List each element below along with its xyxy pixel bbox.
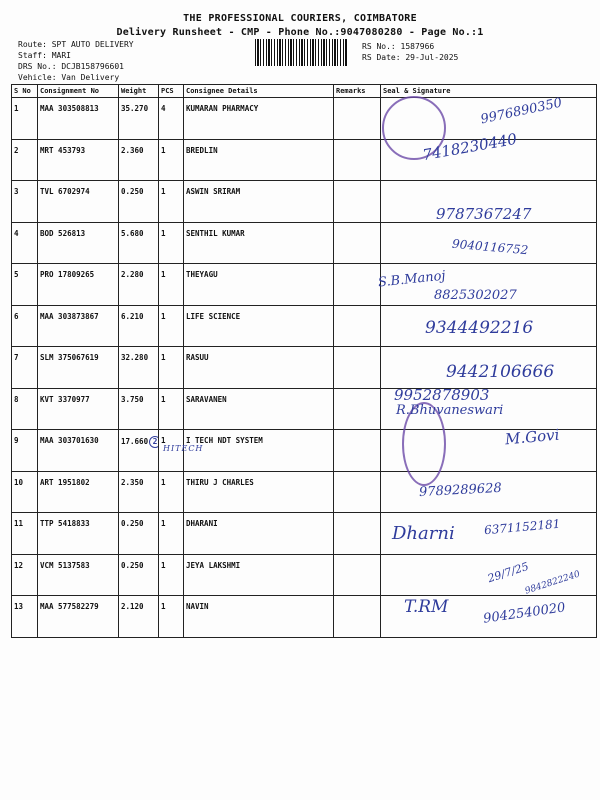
rs-number-text: RS No.: 1587966 bbox=[362, 42, 435, 51]
cell-consignee: ASWIN SRIRAM bbox=[184, 181, 334, 223]
cell-remarks bbox=[334, 388, 381, 430]
cell-sno: 3 bbox=[12, 181, 38, 223]
cell-consignee: LIFE SCIENCE bbox=[184, 305, 334, 347]
cell-sno: 2 bbox=[12, 139, 38, 181]
staff-text: Staff: MARI bbox=[18, 51, 71, 60]
cell-consignment: SLM 375067619 bbox=[38, 347, 119, 389]
cell-sno: 4 bbox=[12, 222, 38, 264]
cell-pcs: 4 bbox=[159, 98, 184, 140]
row13-phone: 9042540020 bbox=[482, 600, 567, 627]
cell-weight: 5.680 bbox=[119, 222, 159, 264]
cell-sno: 7 bbox=[12, 347, 38, 389]
row9-hitech-note: HITECH bbox=[163, 444, 204, 453]
cell-consignee: KUMARAN PHARMACY bbox=[184, 98, 334, 140]
cell-pcs: 1 bbox=[159, 430, 184, 472]
row5-phone: 8825302027 bbox=[434, 288, 517, 303]
cell-consignment: TVL 6702974 bbox=[38, 181, 119, 223]
cell-consignment: MAA 577582279 bbox=[38, 596, 119, 638]
cell-pcs: 1 bbox=[159, 305, 184, 347]
row4-phone: 9040116752 bbox=[451, 236, 529, 258]
col-header-consignment: Consignment No bbox=[38, 85, 119, 98]
cell-remarks bbox=[334, 98, 381, 140]
runsheet-title: Delivery Runsheet - CMP - Phone No.:9047080280 - Page No.:1 bbox=[116, 27, 484, 38]
cell-remarks bbox=[334, 181, 381, 223]
cell-consignment: ART 1951802 bbox=[38, 471, 119, 513]
cell-remarks bbox=[334, 347, 381, 389]
cell-remarks bbox=[334, 471, 381, 513]
cell-consignment: MRT 453793 bbox=[38, 139, 119, 181]
cell-consignee: NAVIN bbox=[184, 596, 334, 638]
table-header-row bbox=[12, 85, 597, 98]
runsheet-barcode bbox=[255, 39, 348, 66]
cell-pcs: 1 bbox=[159, 554, 184, 596]
col-header-pcs: PCS bbox=[159, 85, 184, 98]
cell-sno: 8 bbox=[12, 388, 38, 430]
cell-sno: 6 bbox=[12, 305, 38, 347]
col-header-seal-signature: Seal & Signature bbox=[381, 85, 597, 98]
row2-phone: 7418230440 bbox=[421, 129, 519, 165]
cell-consignee: THIRU J CHARLES bbox=[184, 471, 334, 513]
cell-remarks bbox=[334, 430, 381, 472]
cell-consignee: RASUU bbox=[184, 347, 334, 389]
cell-consignee: DHARANI bbox=[184, 513, 334, 555]
cell-weight: 17.660 2 bbox=[119, 430, 159, 472]
cell-consignment: KVT 3370977 bbox=[38, 388, 119, 430]
cell-remarks bbox=[334, 513, 381, 555]
row12-phone: 9842822240 bbox=[523, 569, 582, 597]
row8-name: R.Bhuvaneswari bbox=[396, 403, 504, 418]
col-header-consignee: Consignee Details bbox=[184, 85, 334, 98]
cell-weight: 2.360 bbox=[119, 139, 159, 181]
route-text: Route: SPT AUTO DELIVERY bbox=[18, 40, 134, 49]
col-header-sno: S No bbox=[12, 85, 38, 98]
cell-consignee: SARAVANEN bbox=[184, 388, 334, 430]
row8-phone: 9952878903 bbox=[394, 386, 490, 404]
cell-pcs: 1 bbox=[159, 347, 184, 389]
cell-pcs: 1 bbox=[159, 388, 184, 430]
cell-consignment: PRO 17809265 bbox=[38, 264, 119, 306]
cell-pcs: 1 bbox=[159, 264, 184, 306]
cell-weight: 0.250 bbox=[119, 554, 159, 596]
cell-pcs: 1 bbox=[159, 471, 184, 513]
row9-name: M.Govi bbox=[504, 425, 561, 449]
cell-sno: 11 bbox=[12, 513, 38, 555]
cell-weight: 32.280 bbox=[119, 347, 159, 389]
cell-consignee: JEYA LAKSHMI bbox=[184, 554, 334, 596]
cell-pcs: 1 bbox=[159, 513, 184, 555]
table-row bbox=[12, 388, 597, 430]
vehicle-text: Vehicle: Van Delivery bbox=[18, 73, 120, 82]
cell-sno: 1 bbox=[12, 98, 38, 140]
cell-sno: 9 bbox=[12, 430, 38, 472]
cell-remarks bbox=[334, 139, 381, 181]
row10-phone: 9789289628 bbox=[418, 480, 503, 501]
cell-remarks bbox=[334, 305, 381, 347]
cell-weight: 0.250 bbox=[119, 513, 159, 555]
col-header-weight: Weight bbox=[119, 85, 159, 98]
cell-consignee: SENTHIL KUMAR bbox=[184, 222, 334, 264]
cell-consignment: MAA 303873867 bbox=[38, 305, 119, 347]
cell-sno: 13 bbox=[12, 596, 38, 638]
rs-date-text: RS Date: 29-Jul-2025 bbox=[362, 53, 459, 62]
cell-consignment: BOD 526813 bbox=[38, 222, 119, 264]
runsheet-meta-left bbox=[18, 39, 134, 83]
cell-remarks bbox=[334, 554, 381, 596]
row1-phone: 9976890350 bbox=[479, 95, 564, 128]
cell-pcs: 1 bbox=[159, 181, 184, 223]
cell-consignee: THEYAGU bbox=[184, 264, 334, 306]
cell-weight: 3.750 bbox=[119, 388, 159, 430]
cell-remarks bbox=[334, 222, 381, 264]
col-header-remarks: Remarks bbox=[334, 85, 381, 98]
cell-weight: 6.210 bbox=[119, 305, 159, 347]
cell-consignee: I TECH NDT SYSTEM bbox=[184, 430, 334, 472]
cell-pcs: 1 bbox=[159, 596, 184, 638]
cell-remarks bbox=[334, 264, 381, 306]
cell-pcs: 1 bbox=[159, 139, 184, 181]
row11-phone: 6371152181 bbox=[483, 516, 561, 538]
cell-consignment: VCM 5137583 bbox=[38, 554, 119, 596]
cell-sno: 12 bbox=[12, 554, 38, 596]
cell-remarks bbox=[334, 596, 381, 638]
cell-consignee: BREDLIN bbox=[184, 139, 334, 181]
drs-number-text: DRS No.: DCJB158796601 bbox=[18, 62, 124, 71]
runsheet-meta-right bbox=[362, 41, 458, 63]
cell-sno: 10 bbox=[12, 471, 38, 513]
cell-pcs: 1 bbox=[159, 222, 184, 264]
cell-consignment: MAA 303508813 bbox=[38, 98, 119, 140]
cell-weight: 0.250 bbox=[119, 181, 159, 223]
table-row bbox=[12, 471, 597, 513]
cell-weight: 2.350 bbox=[119, 471, 159, 513]
row11-name: Dharni bbox=[392, 523, 455, 544]
cell-consignment: TTP 5418833 bbox=[38, 513, 119, 555]
cell-weight: 2.120 bbox=[119, 596, 159, 638]
cell-consignment: MAA 303701630 bbox=[38, 430, 119, 472]
cell-weight: 35.270 bbox=[119, 98, 159, 140]
row3-phone: 9787367247 bbox=[436, 205, 532, 223]
delivery-table bbox=[11, 84, 597, 638]
cell-weight: 2.280 bbox=[119, 264, 159, 306]
cell-sno: 5 bbox=[12, 264, 38, 306]
row7-phone: 9442106666 bbox=[446, 362, 555, 382]
row6-phone: 9344492216 bbox=[425, 318, 534, 338]
row13-name: T.RM bbox=[404, 597, 449, 617]
row9-circled-mark: 2 bbox=[149, 436, 158, 448]
row12-date: 29/7/25 bbox=[486, 559, 531, 586]
row5-name: S.B.Manoj bbox=[377, 268, 447, 291]
company-title: THE PROFESSIONAL COURIERS, COIMBATORE bbox=[183, 13, 417, 24]
